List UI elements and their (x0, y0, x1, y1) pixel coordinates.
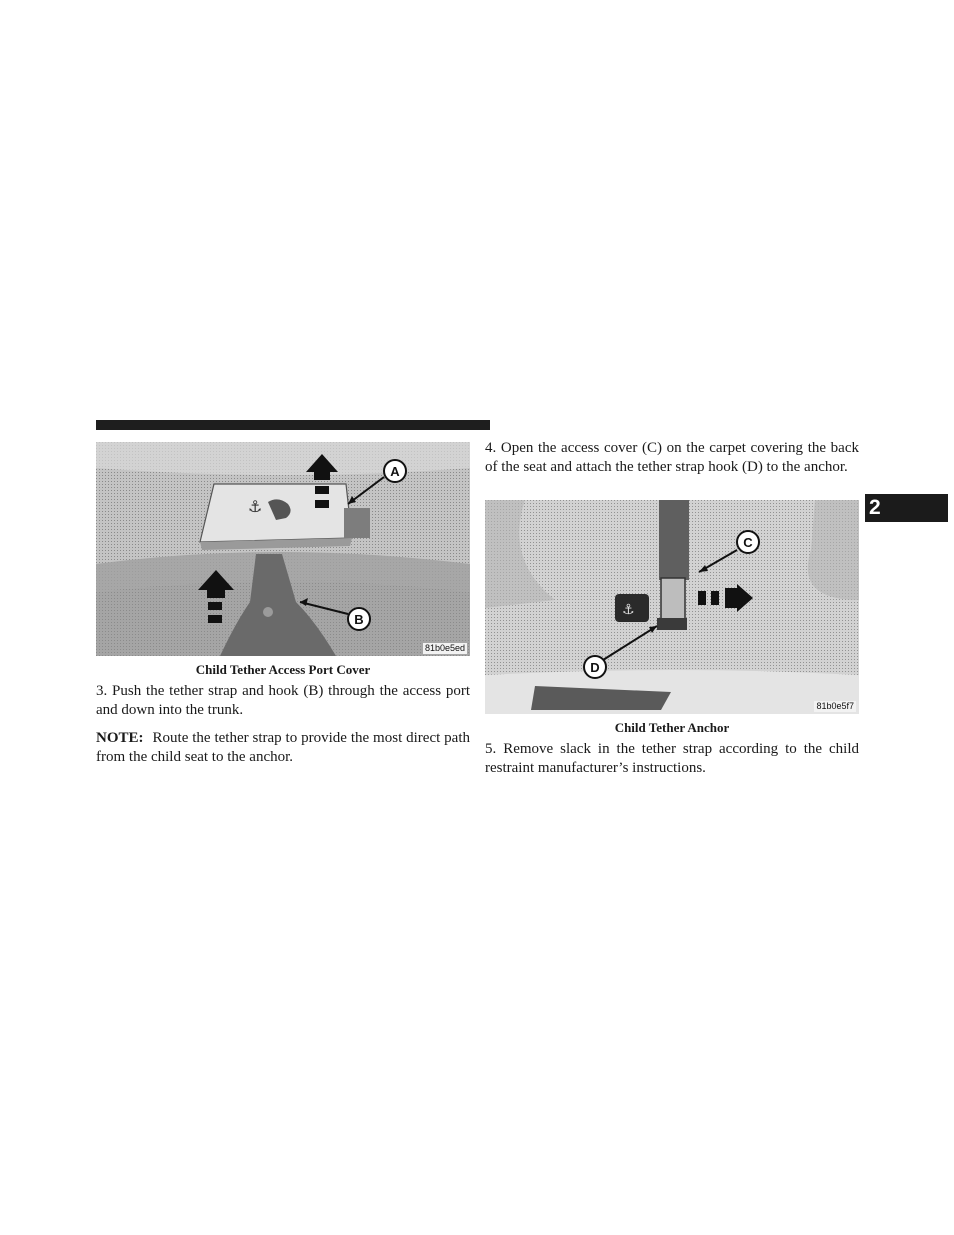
callout-d: D (590, 660, 600, 675)
step-3-text: 3. Push the tether strap and hook (B) through the access port and down into the trunk. (96, 683, 470, 718)
callout-a: A (390, 464, 400, 479)
callout-b: B (354, 612, 364, 627)
tether-anchor-illustration (485, 500, 859, 714)
svg-text:⚓: ⚓ (248, 497, 263, 516)
caption-access-port-cover: Child Tether Access Port Cover (195, 662, 371, 677)
access-port-illustration (96, 442, 470, 656)
section-tab: 2 (865, 494, 948, 522)
section-header-rule (96, 420, 490, 430)
note-label: NOTE: (96, 730, 144, 746)
callout-c: C (743, 535, 753, 550)
figure-tether-anchor (485, 500, 859, 714)
note-text: Route the tether strap to provide the most direct path from the child seat to the anchor. (96, 730, 470, 765)
svg-text:⚓: ⚓ (622, 602, 635, 618)
figure-code: 81b0e5ed (424, 643, 465, 653)
figure-code: 81b0e5f7 (816, 701, 854, 711)
caption-tether-anchor: Child Tether Anchor (614, 720, 730, 735)
step-5-text: 5. Remove slack in the tether strap according to the child restraint manufacturer’s instructions. (485, 741, 859, 776)
step-4-text: 4. Open the access cover (C) on the carpet covering the back of the seat and attach the tether strap hook (D) to the anchor. (485, 440, 859, 475)
figure-access-port-cover (96, 442, 470, 656)
note-paragraph (96, 729, 470, 767)
